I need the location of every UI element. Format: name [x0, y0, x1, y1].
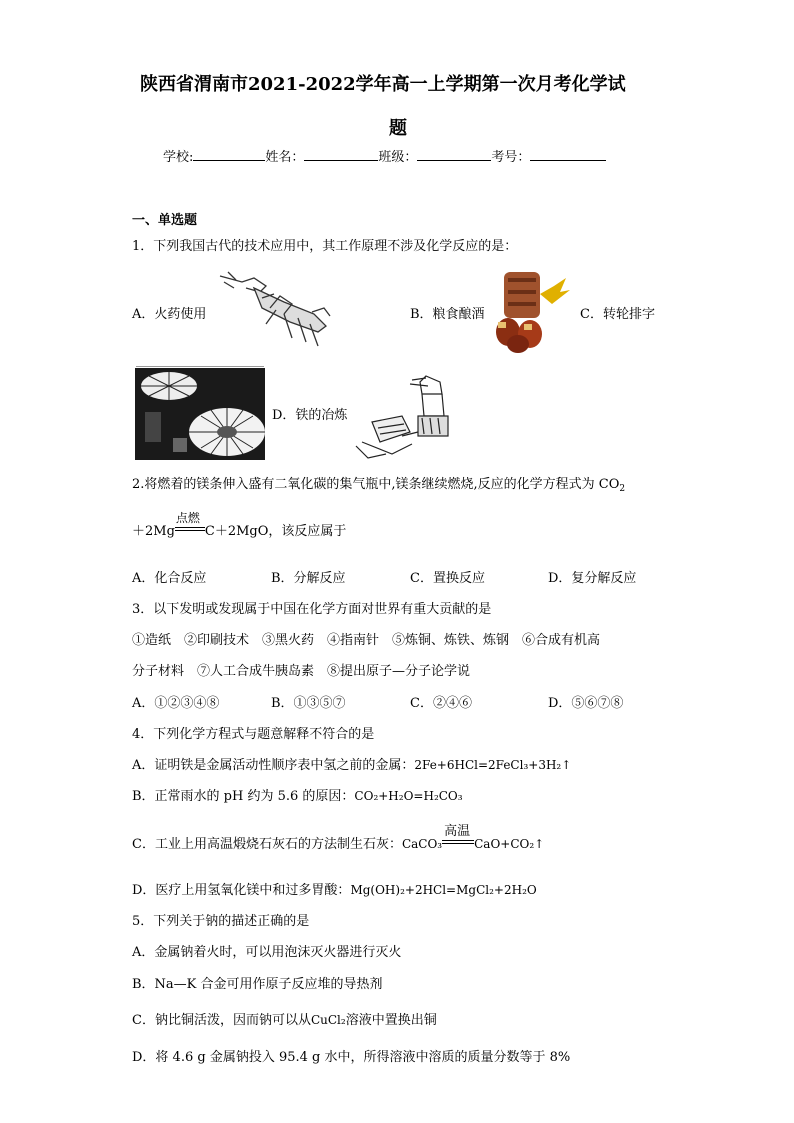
q2-option-b[interactable]: B．分解反应	[271, 571, 346, 586]
q3-items-line1: ①造纸 ②印刷技术 ③黑火药 ④指南针 ⑤炼铜、炼铁、炼钢 ⑥合成有机高	[132, 633, 601, 648]
q3-stem: 3．以下发明或发现属于中国在化学方面对世界有重大贡献的是	[132, 602, 492, 617]
iron-smelting-image	[352, 372, 452, 462]
q1-stem: 1．下列我国古代的技术应用中，其工作原理不涉及化学反应的是：	[132, 239, 518, 254]
name-field[interactable]	[304, 148, 378, 161]
type-wheel-image	[135, 368, 265, 460]
school-label: 学校:	[163, 150, 194, 165]
q3-option-c[interactable]: C．②④⑥	[410, 696, 472, 711]
q5-option-a[interactable]: A．金属钠着火时，可以用泡沫灭火器进行灭火	[132, 945, 402, 960]
number-label: 考号：	[491, 150, 531, 165]
reaction-condition-arrow: 点燃	[175, 523, 205, 535]
q1-option-a[interactable]: A．火药使用	[132, 307, 207, 322]
school-field[interactable]	[193, 148, 265, 161]
q3-option-a[interactable]: A．①②③④⑧	[132, 696, 220, 711]
q1-option-d[interactable]: D．铁的冶炼	[272, 408, 348, 423]
q3-items-line2: 分子材料 ⑦人工合成牛胰岛素 ⑧提出原子—分子论学说	[132, 664, 471, 679]
q5-option-d[interactable]: D．将 4.6 g 金属钠投入 95.4 g 水中，所得溶液中溶质的质量分数等于 8%	[132, 1050, 571, 1065]
wine-brewing-image	[494, 268, 574, 354]
name-label: 姓名：	[265, 150, 305, 165]
q5-option-b[interactable]: B．Na—K 合金可用作原子反应堆的导热剂	[132, 977, 383, 992]
reaction-condition-arrow: 高温	[442, 836, 474, 848]
class-field[interactable]	[417, 148, 491, 161]
section-heading: 一、单选题	[132, 213, 198, 228]
q3-option-d[interactable]: D．⑤⑥⑦⑧	[548, 696, 624, 711]
number-field[interactable]	[530, 148, 606, 161]
q5-stem: 5．下列关于钠的描述正确的是	[132, 914, 310, 929]
q2-option-a[interactable]: A．化合反应	[132, 571, 207, 586]
gunpowder-image	[214, 268, 332, 348]
q4-option-c[interactable]: C．工业上用高温煅烧石灰石的方法制生石灰：CaCO₃ 高温 CaO+CO₂↑	[132, 824, 545, 852]
divider-line	[136, 366, 264, 367]
q4-option-a[interactable]: A．证明铁是金属活动性顺序表中氢之前的金属：2Fe+6HCl=2FeCl₃+3H₂↑	[132, 758, 572, 773]
q1-option-b[interactable]: B．粮食酿酒	[410, 307, 485, 322]
q2-option-d[interactable]: D．复分解反应	[548, 571, 637, 586]
q4-option-d[interactable]: D．医疗上用氢氧化镁中和过多胃酸：Mg(OH)₂+2HCl=MgCl₂+2H₂O	[132, 883, 537, 898]
q4-stem: 4．下列化学方程式与题意解释不符合的是	[132, 727, 375, 742]
q3-option-b[interactable]: B．①③⑤⑦	[271, 696, 346, 711]
q2-option-c[interactable]: C．置换反应	[410, 571, 485, 586]
class-label: 班级：	[378, 150, 418, 165]
info-line	[163, 146, 606, 165]
q2-stem: 2.将燃着的镁条伸入盛有二氧化碳的集气瓶中,镁条继续燃烧,反应的化学方程式为 $CO_2$	[132, 477, 626, 494]
page-title: 陕西省渭南市2021-2022学年高一上学期第一次月考化学试	[140, 74, 626, 95]
q2-equation: ＋2Mg 点燃 C＋2MgO，该反应属于	[132, 511, 347, 539]
page-title-cont: 题	[389, 118, 407, 139]
q4-option-b[interactable]: B．正常雨水的 pH 约为 5.6 的原因：CO₂+H₂O=H₂CO₃	[132, 789, 463, 804]
q1-option-c[interactable]: C．转轮排字	[580, 307, 655, 322]
q5-option-c[interactable]: C．钠比铜活泼，因而钠可以从CuCl₂溶液中置换出铜	[132, 1013, 437, 1028]
